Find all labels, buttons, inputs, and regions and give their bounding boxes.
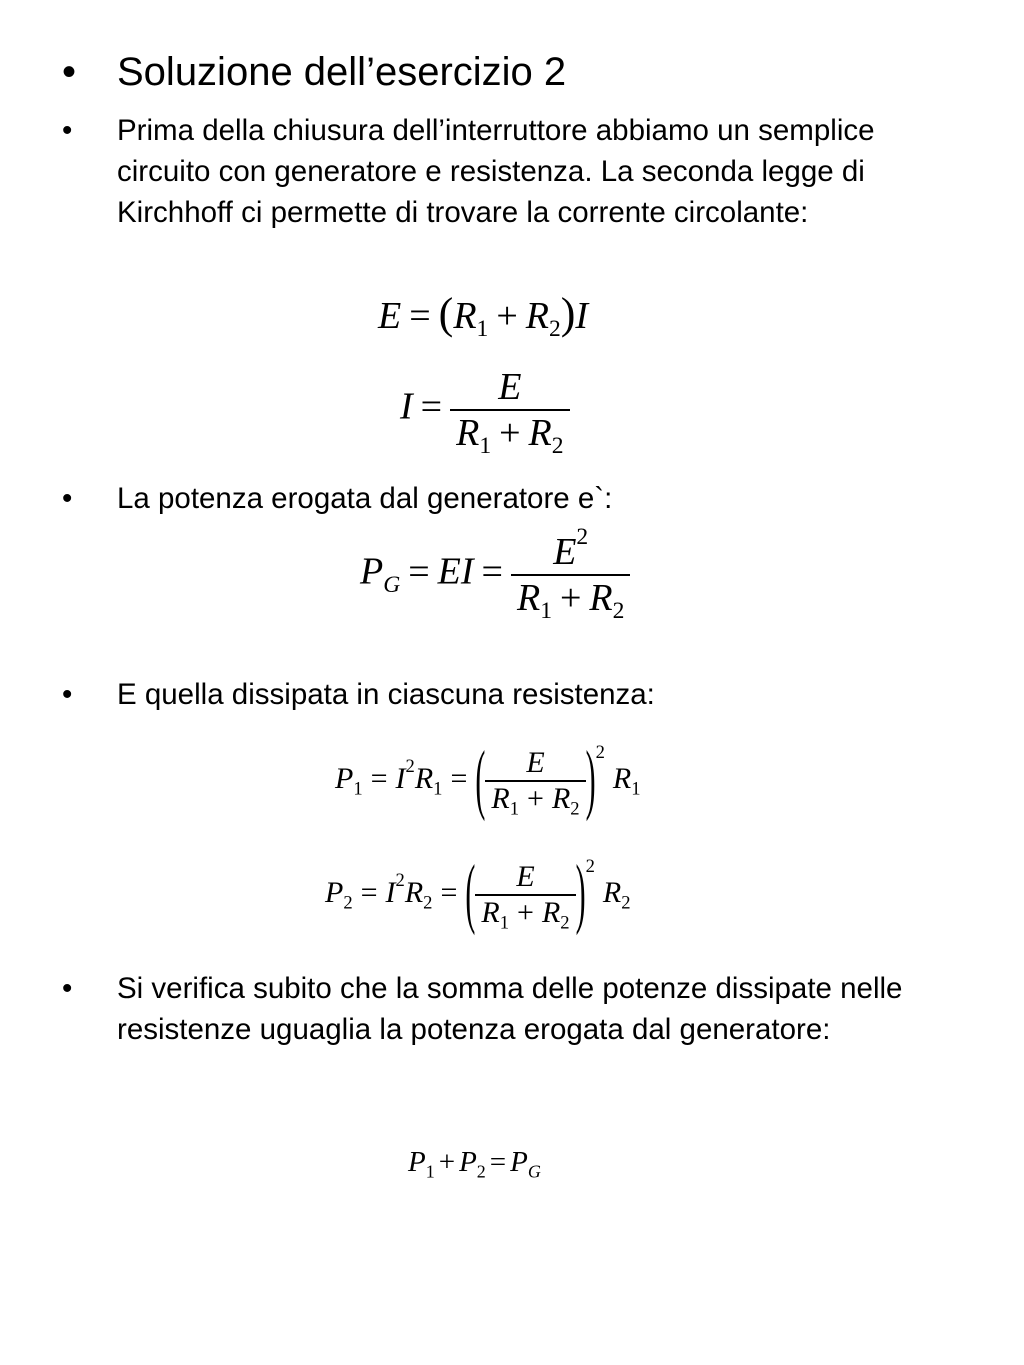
math-symbol: 2 [560, 912, 570, 934]
bullet-icon: • [62, 50, 77, 94]
math-symbol: = [489, 1146, 507, 1178]
math-symbol: = [408, 550, 430, 593]
math-symbol: 2 [612, 598, 625, 625]
bullet-icon: • [62, 972, 73, 1005]
math-symbol: 2 [595, 742, 605, 764]
math-symbol: + [438, 1146, 456, 1178]
math-symbol: 2 [570, 798, 580, 820]
math-symbol: 2 [423, 892, 433, 914]
math-symbol: 1 [509, 798, 520, 820]
math-symbol: I [400, 385, 413, 428]
math-symbol: ( [438, 289, 454, 338]
math-symbol: 1 [499, 912, 510, 934]
math-symbol: = [370, 761, 388, 795]
math-symbol: I [395, 761, 406, 795]
math-symbol: 1 [540, 598, 552, 625]
math-symbol: E [553, 531, 577, 573]
math-symbol: 1 [476, 316, 489, 343]
math-symbol: R [456, 412, 480, 454]
equation-p2 [325, 850, 631, 937]
math-symbol: 1 [425, 1161, 435, 1182]
math-symbol: 1 [631, 778, 641, 800]
math-symbol: = [440, 875, 458, 909]
math-symbol: R [551, 782, 571, 815]
math-symbol: 2 [548, 316, 561, 343]
equation-generator-power [360, 523, 630, 625]
math-symbol: = [481, 550, 503, 593]
math-symbol: E [498, 366, 522, 408]
math-symbol: = [450, 761, 468, 795]
math-symbol: + [559, 577, 582, 619]
math-symbol: 2 [576, 523, 589, 550]
math-symbol: R [414, 761, 434, 795]
math-symbol: I [460, 550, 474, 593]
equation-current [400, 365, 570, 460]
math-symbol: 2 [405, 756, 415, 778]
math-symbol: ) [575, 850, 586, 937]
fraction [485, 746, 585, 820]
fraction [450, 365, 569, 460]
paragraph-text: Si verifica subito che la somma delle potenze dissipate nelle resistenze uguaglia la potenza erogata dal generatore: [117, 972, 903, 1046]
math-symbol: ( [465, 850, 476, 937]
math-symbol: P [360, 550, 384, 593]
math-symbol: R [516, 577, 541, 619]
math-symbol: + [527, 782, 544, 815]
paragraph-text: E quella dissipata in ciascuna resistenza: [117, 678, 655, 711]
math-symbol: G [383, 571, 401, 598]
math-symbol: ) [585, 736, 596, 823]
math-symbol: 2 [621, 892, 631, 914]
math-symbol: R [589, 577, 613, 619]
math-symbol: 2 [343, 892, 353, 914]
equation-p1 [335, 736, 641, 823]
math-symbol: E [378, 295, 402, 337]
math-symbol: P [510, 1146, 528, 1178]
fraction [511, 523, 630, 625]
math-symbol: + [517, 896, 534, 929]
bullet-icon: • [62, 482, 73, 515]
math-symbol: R [491, 782, 510, 815]
math-symbol: R [453, 295, 477, 337]
math-symbol: ) [560, 289, 576, 338]
math-symbol: 2 [476, 1161, 486, 1182]
math-symbol: P [408, 1146, 426, 1178]
math-symbol: R [612, 761, 632, 795]
math-symbol: P [335, 761, 354, 795]
math-symbol: 2 [585, 856, 595, 878]
math-symbol: + [499, 412, 521, 454]
math-symbol: 2 [395, 870, 405, 892]
math-symbol: ( [475, 736, 486, 823]
equation-kirchhoff [378, 288, 589, 343]
math-symbol: E [437, 550, 461, 593]
math-symbol: E [516, 860, 535, 893]
equation-balance [408, 1146, 541, 1182]
paragraph-text: Prima della chiusura dell’interruttore abbiamo un semplice circuito con generatore e resistenza. La seconda legge di Kirchhoff ci permette di trovare la corrente circolante: [117, 114, 875, 229]
math-symbol: = [409, 295, 431, 337]
math-symbol: I [575, 295, 589, 337]
math-symbol: + [496, 295, 518, 337]
math-symbol: 1 [433, 778, 443, 800]
title-text: Soluzione dell’esercizio 2 [117, 50, 567, 94]
math-symbol: R [404, 875, 424, 909]
math-symbol: R [541, 896, 561, 929]
math-symbol: E [526, 746, 545, 779]
math-symbol: R [481, 896, 500, 929]
math-symbol: R [528, 412, 552, 454]
math-symbol: 1 [479, 433, 492, 460]
math-symbol: P [459, 1146, 477, 1178]
paragraph-text: La potenza erogata dal generatore e`: [117, 482, 613, 515]
math-symbol: = [420, 385, 443, 428]
math-symbol: P [325, 875, 344, 909]
math-symbol: 2 [551, 433, 564, 460]
bullet-icon: • [62, 678, 73, 711]
math-symbol: R [525, 295, 549, 337]
fraction [475, 860, 575, 934]
math-symbol: I [385, 875, 396, 909]
bullet-icon: • [62, 114, 73, 147]
math-symbol: R [602, 875, 622, 909]
math-symbol: G [527, 1161, 541, 1182]
math-symbol: 1 [353, 778, 363, 800]
math-symbol: = [360, 875, 378, 909]
